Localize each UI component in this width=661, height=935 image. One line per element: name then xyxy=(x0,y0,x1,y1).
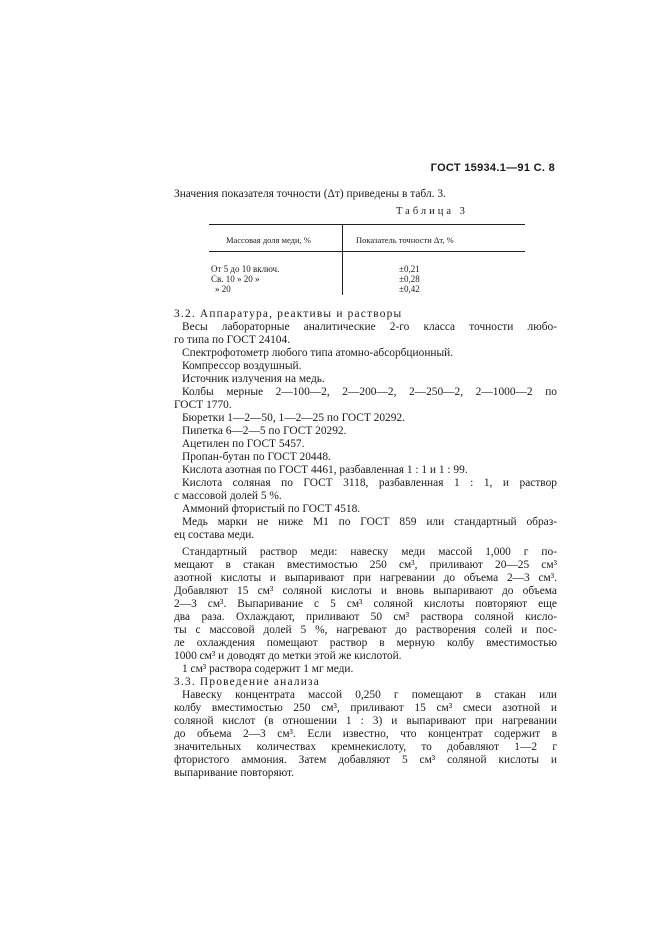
table-row-range: Св. 10 » 20 » xyxy=(211,274,260,284)
text-line: Аммоний фтористый по ГОСТ 4518. xyxy=(182,503,361,515)
text-line: Навеску концентрата массой 0,250 г помещают в стакан или xyxy=(182,689,557,701)
text-line: Стандартный раствор меди: навеску меди массой 1,000 г по- xyxy=(182,546,557,558)
text-line: ле охлаждения помещают раствор в мерную колбу вместимостью xyxy=(174,637,557,649)
text-line: мещают в стакан вместимостью 250 см³, приливают 20—25 см³ xyxy=(174,559,557,571)
text-line: соляной кислот (в отношении 1 : 3) и выпаривают при нагревании xyxy=(174,715,557,727)
text-line: Спектрофотометр любого типа атомно-абсорбционный. xyxy=(182,347,454,359)
text-line: Добавляют 15 см³ соляной кислоты и вновь выпаривают до объема xyxy=(174,585,557,597)
text-line: колбу вместимостью 250 см³, приливают 15 см³ смеси азотной и xyxy=(174,702,557,714)
text-line: с массовой долей 5 %. xyxy=(174,490,282,502)
table-header-rule xyxy=(209,251,525,252)
table-row-value: ±0,28 xyxy=(399,274,420,284)
text-line: ты с массовой долей 5 %, нагревают до растворения солей и пос- xyxy=(174,624,557,636)
text-line: значительных количествах кремнекислоту, то добавляют 1—2 г xyxy=(174,741,557,753)
text-line: го типа по ГОСТ 24104. xyxy=(174,334,291,346)
section-heading: 3.2. Аппаратура, реактивы и растворы xyxy=(174,308,403,320)
section-heading: 3.3. Проведение анализа xyxy=(174,676,320,688)
table-column-divider xyxy=(342,224,343,295)
text-line: 2—3 см³. Выпаривание с 5 см³ соляной кислоты повторяют еще xyxy=(174,598,557,610)
text-line: Кислота соляная по ГОСТ 3118, разбавленная 1 : 1, и раствор xyxy=(182,477,557,489)
text-line: Медь марки не ниже М1 по ГОСТ 859 или стандартный образ- xyxy=(182,516,557,528)
text-line: Пипетка 6—2—5 по ГОСТ 20292. xyxy=(182,425,347,437)
text-line: ГОСТ 1770. xyxy=(174,399,232,411)
table-col1-header: Массовая доля меди, % xyxy=(226,235,311,245)
table-top-rule xyxy=(209,224,525,225)
text-line: Источник излучения на медь. xyxy=(182,373,325,385)
table-title: Таблица 3 xyxy=(396,206,468,217)
text-line: до объема 2—3 см³. Если известно, что концентрат содержит в xyxy=(174,728,557,740)
text-line: ец состава меди. xyxy=(174,529,255,541)
text-line: Пропан-бутан по ГОСТ 20448. xyxy=(182,451,331,463)
text-line: Бюретки 1—2—50, 1—2—25 по ГОСТ 20292. xyxy=(182,412,405,424)
text-line: 1000 см³ и доводят до метки этой же кислотой. xyxy=(174,650,402,662)
text-line: два раза. Охлаждают, приливают 50 см³ раствора соляной кисло- xyxy=(174,611,557,623)
text-line: Компрессор воздушный. xyxy=(182,360,302,372)
text-line: Кислота азотная по ГОСТ 4461, разбавленная 1 : 1 и 1 : 99. xyxy=(182,464,468,476)
text-line: азотной кислоты и выпаривают при нагревании до объема 2—3 см³. xyxy=(174,572,557,584)
table-row-range: От 5 до 10 включ. xyxy=(211,264,280,274)
text-line: 1 см³ раствора содержит 1 мг меди. xyxy=(182,663,354,675)
table-col2-header: Показатель точности Δт, % xyxy=(356,235,454,245)
page-header: ГОСТ 15934.1—91 С. 8 xyxy=(430,162,555,174)
table-row-value: ±0,42 xyxy=(399,284,420,294)
text-line: Ацетилен по ГОСТ 5457. xyxy=(182,438,305,450)
text-line: выпаривание повторяют. xyxy=(174,767,295,779)
table-row-range: » 20 xyxy=(215,284,231,294)
text-line: Весы лабораторные аналитические 2-го класса точности любо- xyxy=(182,321,557,333)
intro-text: Значения показателя точности (Δт) приведены в табл. 3. xyxy=(174,188,446,200)
text-line: фтористого аммония. Затем добавляют 5 см³ соляной кислоты и xyxy=(174,754,557,766)
table-row-value: ±0,21 xyxy=(399,264,420,274)
text-line: Колбы мерные 2—100—2, 2—200—2, 2—250—2, 2—1000—2 по xyxy=(182,386,557,398)
